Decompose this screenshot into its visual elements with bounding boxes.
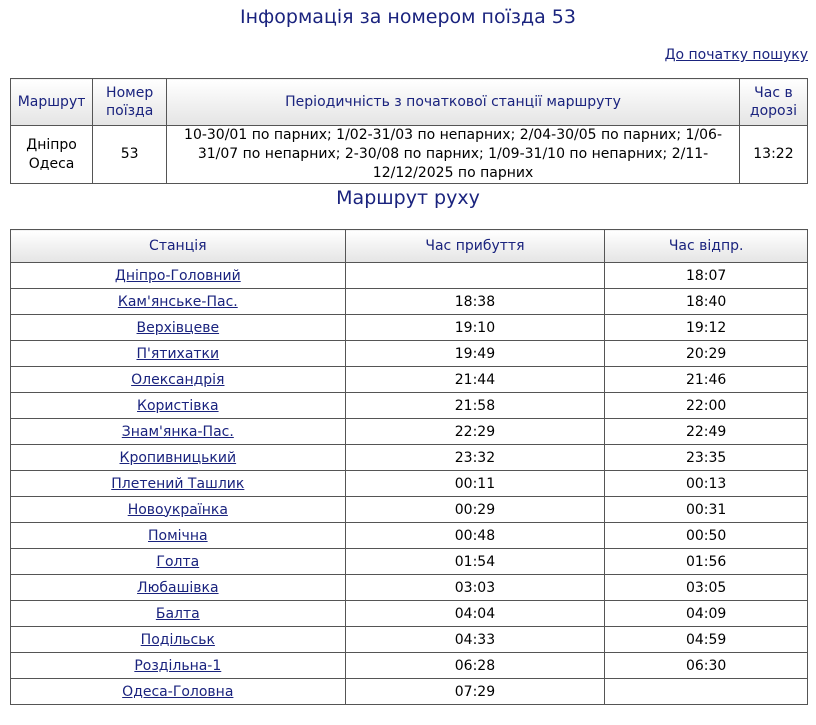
table-row: [11, 315, 808, 341]
table-row: [11, 393, 808, 419]
station-link[interactable]: Кам'янське-Пас.: [117, 293, 238, 310]
station-cell: [11, 679, 346, 705]
station-cell: [11, 419, 346, 445]
departure-cell: 23:35: [605, 445, 808, 471]
arrival-cell: [345, 263, 605, 289]
departure-cell: 00:31: [605, 497, 808, 523]
station-cell: [11, 549, 346, 575]
station-cell: [11, 367, 346, 393]
station-link[interactable]: Новоукраїнка: [127, 501, 228, 518]
table-row: [11, 575, 808, 601]
departure-cell: 00:13: [605, 471, 808, 497]
departure-cell: 22:00: [605, 393, 808, 419]
arrival-cell: 19:10: [345, 315, 605, 341]
arrival-cell: 21:58: [345, 393, 605, 419]
station-link[interactable]: Знам'янка-Пас.: [121, 423, 234, 440]
table-row: [11, 601, 808, 627]
departure-cell: 04:09: [605, 601, 808, 627]
arrival-cell: 00:11: [345, 471, 605, 497]
station-cell: [11, 653, 346, 679]
station-link[interactable]: Любашівка: [137, 579, 219, 596]
table-row: [11, 341, 808, 367]
station-cell: [11, 445, 346, 471]
station-link[interactable]: Роздільна-1: [134, 657, 222, 674]
station-link[interactable]: Кропивницький: [119, 449, 237, 466]
arrival-cell: 23:32: [345, 445, 605, 471]
station-link[interactable]: Подільськ: [140, 631, 215, 648]
arrival-cell: 18:38: [345, 289, 605, 315]
station-cell: [11, 627, 346, 653]
departure-cell: [605, 679, 808, 705]
station-cell: [11, 263, 346, 289]
train-number-header: Номер поїзда: [93, 79, 167, 126]
departure-cell: 22:49: [605, 419, 808, 445]
departure-cell: 04:59: [605, 627, 808, 653]
route-header-row: [11, 230, 808, 263]
departure-cell: 06:30: [605, 653, 808, 679]
departure-cell: 18:40: [605, 289, 808, 315]
table-row: [11, 445, 808, 471]
station-cell: [11, 341, 346, 367]
periodicity-header: Періодичність з початкової станції маршруту: [167, 79, 740, 126]
arrival-cell: 06:28: [345, 653, 605, 679]
station-cell: [11, 523, 346, 549]
route-header: Маршрут: [11, 79, 93, 126]
station-link[interactable]: Дніпро-Головний: [114, 267, 241, 284]
station-cell: [11, 393, 346, 419]
table-row: [11, 367, 808, 393]
table-row: [11, 497, 808, 523]
back-to-search-link[interactable]: До початку пошуку: [664, 47, 808, 63]
station-cell: [11, 289, 346, 315]
departure-cell: 00:50: [605, 523, 808, 549]
station-cell: [11, 497, 346, 523]
travel-time-cell: 13:22: [739, 126, 807, 184]
table-row: [11, 627, 808, 653]
arrival-header: Час прибуття: [345, 230, 605, 263]
station-header: Станція: [11, 230, 346, 263]
route-body: [11, 263, 808, 705]
station-link[interactable]: Верхівцеве: [136, 319, 220, 336]
table-row: [11, 471, 808, 497]
table-row: [11, 549, 808, 575]
station-cell: [11, 315, 346, 341]
route-section-title: Маршрут руху: [336, 187, 480, 209]
station-link[interactable]: П'ятихатки: [136, 345, 220, 362]
station-link[interactable]: Одеса-Головна: [122, 683, 234, 700]
arrival-cell: 04:04: [345, 601, 605, 627]
arrival-cell: 04:33: [345, 627, 605, 653]
route-table: [10, 229, 808, 705]
station-link[interactable]: Помічна: [148, 527, 208, 544]
table-row: [11, 653, 808, 679]
departure-cell: 21:46: [605, 367, 808, 393]
train-info-row: [11, 126, 808, 184]
arrival-cell: 03:03: [345, 575, 605, 601]
departure-cell: 20:29: [605, 341, 808, 367]
station-link[interactable]: Плетений Ташлик: [111, 475, 245, 492]
departure-cell: 19:12: [605, 315, 808, 341]
departure-cell: 01:56: [605, 549, 808, 575]
departure-header: Час відпр.: [605, 230, 808, 263]
arrival-cell: 07:29: [345, 679, 605, 705]
arrival-cell: 19:49: [345, 341, 605, 367]
train-info-header-row: [11, 79, 808, 126]
station-cell: [11, 471, 346, 497]
departure-cell: 03:05: [605, 575, 808, 601]
route-to: Одеса: [28, 155, 75, 172]
page-title: Інформація за номером поїзда 53: [240, 6, 576, 28]
periodicity-cell: 10-30/01 по парних; 1/02-31/03 по непарних; 2/04-30/05 по парних; 1/06-31/07 по непарних; 2-30/08 по парних; 1/09-31/10 по непарних; 2/11-12/12/2025 по парних: [167, 126, 740, 184]
table-row: [11, 289, 808, 315]
arrival-cell: 22:29: [345, 419, 605, 445]
arrival-cell: 00:48: [345, 523, 605, 549]
table-row: [11, 679, 808, 705]
station-cell: [11, 601, 346, 627]
station-link[interactable]: Користівка: [137, 397, 219, 414]
table-row: [11, 419, 808, 445]
travel-time-header: Час в дорозі: [739, 79, 807, 126]
route-cell: [11, 126, 93, 184]
station-cell: [11, 575, 346, 601]
departure-cell: 18:07: [605, 263, 808, 289]
station-link[interactable]: Балта: [155, 605, 200, 622]
train-info-table: [10, 78, 808, 184]
arrival-cell: 01:54: [345, 549, 605, 575]
station-link[interactable]: Голта: [156, 553, 200, 570]
train-number-cell: 53: [93, 126, 167, 184]
arrival-cell: 00:29: [345, 497, 605, 523]
route-from: Дніпро: [26, 136, 77, 153]
arrival-cell: 21:44: [345, 367, 605, 393]
table-row: [11, 263, 808, 289]
station-link[interactable]: Олександрія: [131, 371, 225, 388]
table-row: [11, 523, 808, 549]
